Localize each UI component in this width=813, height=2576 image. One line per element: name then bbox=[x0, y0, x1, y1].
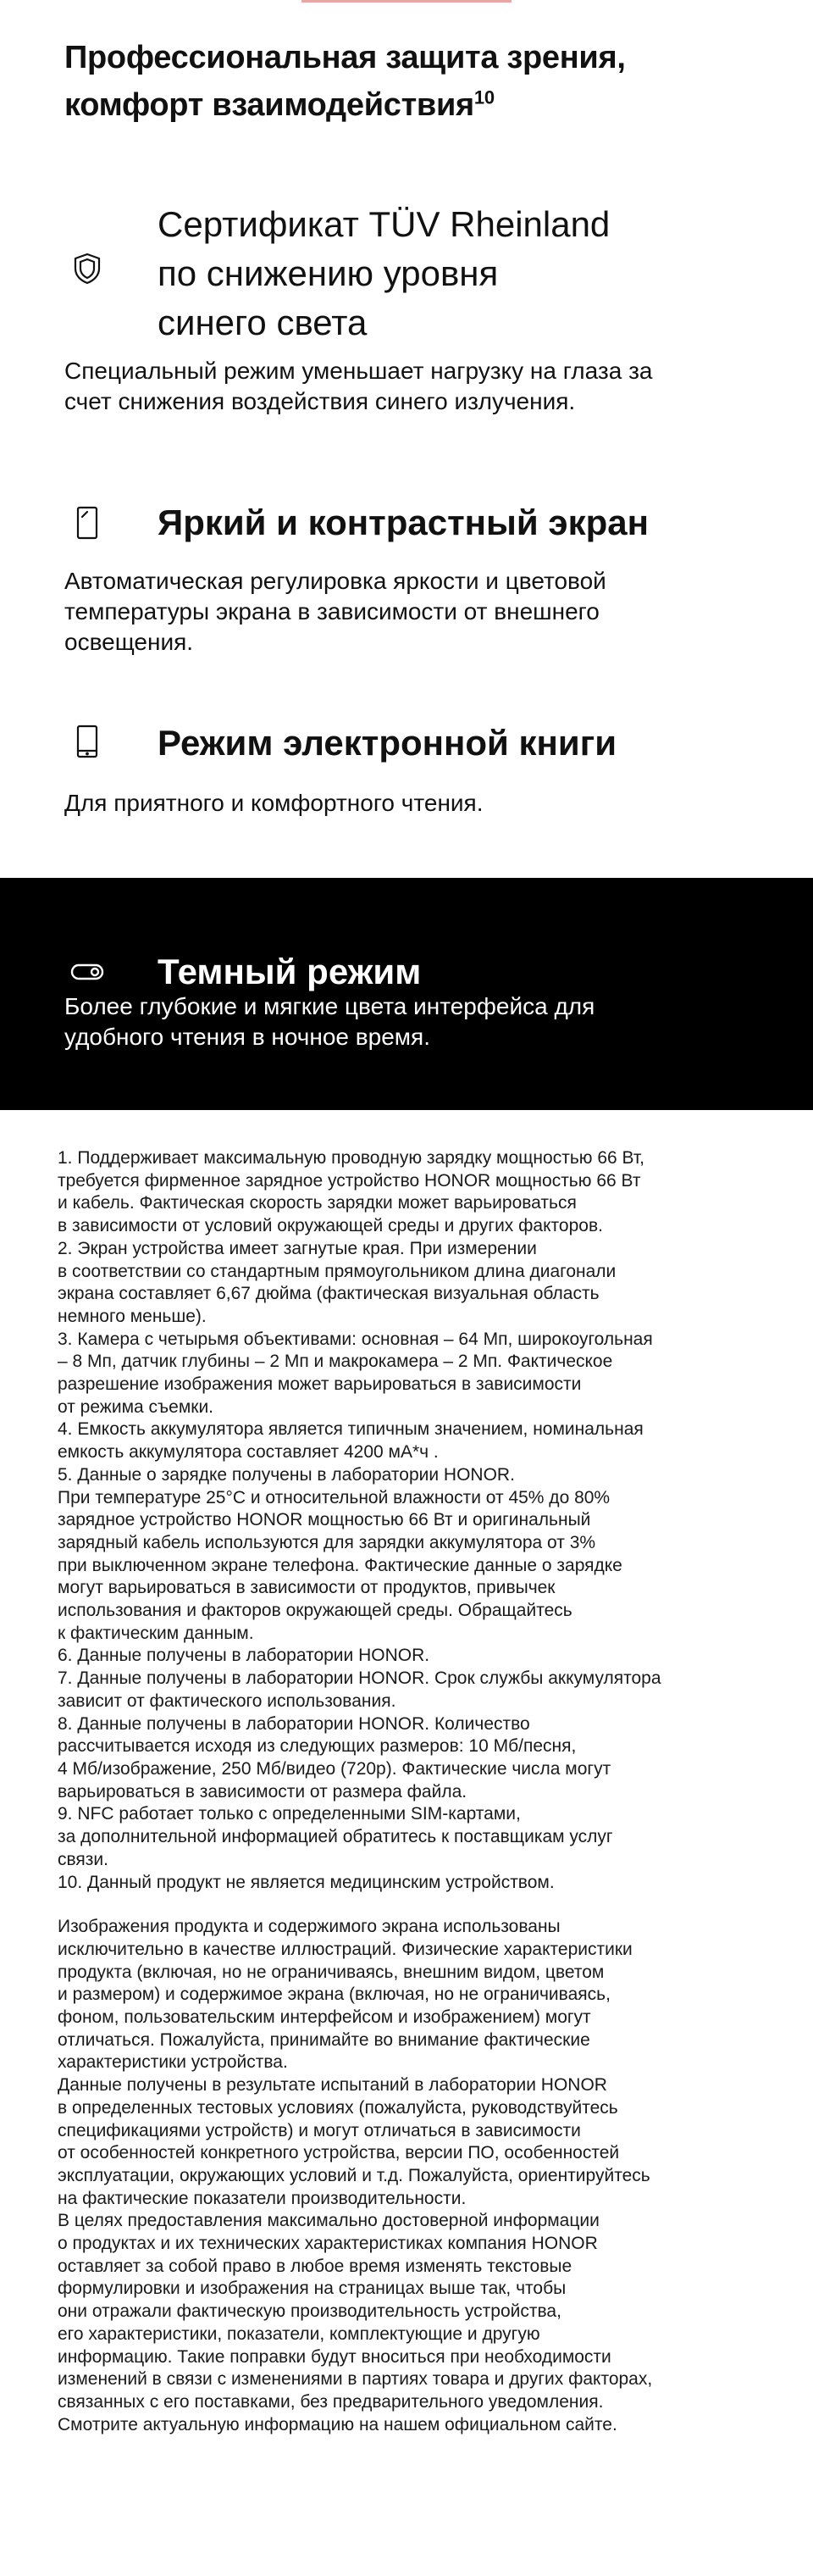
feature-desc-ebook: Для приятного и комфортного чтения. bbox=[64, 790, 484, 816]
footnote-line: 7. Данные получены в лаборатории HONOR. Срок службы аккумулятора bbox=[58, 1668, 661, 1689]
brightness-screen-icon bbox=[64, 500, 110, 546]
footnote-line: – 8 Мп, датчик глубины – 2 Мп и макрокамера – 2 Мп. Фактическое bbox=[58, 1352, 613, 1372]
footnote-line: от режима съемки. bbox=[58, 1396, 214, 1417]
disclaimer-line: изменений в связи с изменениями в партиях товара и других факторах, bbox=[58, 2369, 653, 2390]
disclaimer-line: на фактические показатели производительности. bbox=[58, 2188, 467, 2208]
disclaimer-line: спецификациями устройств) и могут отличаться в зависимости bbox=[58, 2120, 581, 2140]
disclaimer-line: фоном, пользовательским интерфейсом и изображением) могут bbox=[58, 2007, 591, 2028]
feature-desc-tuv: Специальный режим уменьшает нагрузку на глаза за счет снижения воздействия синего излучения. bbox=[64, 358, 653, 414]
shield-icon bbox=[64, 246, 110, 291]
footnote-line: требуется фирменное зарядное устройство HONOR мощностью 66 Вт bbox=[58, 1170, 641, 1191]
disclaimer-line: Изображения продукта и содержимого экрана использованы bbox=[58, 1917, 561, 1937]
toggle-icon bbox=[64, 949, 110, 995]
page-title-footnote-ref: 10 bbox=[473, 86, 495, 108]
disclaimer-line: о продуктах и их технических характеристиках компания HONOR bbox=[58, 2234, 598, 2254]
footnote-line: использования и факторов окружающей среды. Обращайтесь bbox=[58, 1601, 572, 1621]
footnote-line: и кабель. Фактическая скорость зарядки может варьироваться bbox=[58, 1193, 577, 1213]
disclaimer-line: они отражали фактическую производительность устройства, bbox=[58, 2301, 561, 2322]
feature-desc-bright-screen: Автоматическая регулировка яркости и цветовой температуры экрана в зависимости от внешнего освещения. bbox=[64, 568, 606, 655]
disclaimer-line: связанных с его поставками, без предварительного уведомления. bbox=[58, 2391, 604, 2412]
footnote-line: варьироваться в зависимости от размера файла. bbox=[58, 1781, 467, 1802]
notes-spacer bbox=[58, 1894, 769, 1916]
phone-icon bbox=[64, 719, 110, 764]
footnote-line: связи. bbox=[58, 1849, 108, 1869]
footnote-line: 3. Камера с четырьмя объективами: основная – 64 Мп, широкоугольная bbox=[58, 1329, 653, 1349]
page-title-line2: комфорт взаимодействия bbox=[64, 87, 474, 123]
disclaimer-line: характеристики устройства. bbox=[58, 2052, 288, 2073]
disclaimer-line: оставляет за собой право в любое время изменять текстовые bbox=[58, 2256, 572, 2276]
footnote-line: немного меньше). bbox=[58, 1306, 207, 1326]
disclaimer-line: его характеристики, показатели, комплектующие и другую bbox=[58, 2323, 540, 2344]
feature-title-ebook: Режим электронной книги bbox=[158, 723, 617, 763]
footnote-line: зарядное устройство HONOR мощностью 66 Вт и оригинальный bbox=[58, 1510, 591, 1530]
footnote-line: экрана составляет 6,67 дюйма (фактическая визуальная область bbox=[58, 1284, 600, 1304]
footnote-line: при выключенном экране телефона. Фактические данные о зарядке bbox=[58, 1555, 622, 1575]
disclaimer-line: исключительно в качестве иллюстраций. Физические характеристики bbox=[58, 1939, 633, 1959]
feature-title-bright-screen: Яркий и контрастный экран bbox=[158, 502, 649, 542]
footnote-line: за дополнительной информацией обратитесь к поставщикам услуг bbox=[58, 1827, 613, 1847]
disclaimer-line: продукта (включая, но не ограничиваясь, внешним видом, цветом bbox=[58, 1962, 605, 1982]
footnote-line: 4 Мб/изображение, 250 Мб/видео (720p). Фактические числа могут bbox=[58, 1758, 611, 1779]
disclaimer-line: формулировки и изображения на страницах выше так, чтобы bbox=[58, 2279, 567, 2299]
disclaimer-line: Смотрите актуальную информацию на нашем официальном сайте. bbox=[58, 2414, 617, 2434]
feature-desc-dark-mode: Более глубокие и мягкие цвета интерфейса для удобного чтения в ночное время. bbox=[64, 993, 595, 1050]
footnote-line: зарядный кабель используются для зарядки аккумулятора от 3% bbox=[58, 1532, 596, 1552]
feature-title-tuv-line2: по снижению уровня bbox=[158, 253, 499, 293]
footnote-line: 4. Емкость аккумулятора является типичным значением, номинальная bbox=[58, 1419, 644, 1440]
disclaimer-line: эксплуатации, окружающих условий и т.д. Пожалуйста, ориентируйтесь bbox=[58, 2165, 650, 2185]
footnotes-block bbox=[58, 1147, 769, 2436]
footnote-line: разрешение изображения может варьироваться в зависимости bbox=[58, 1374, 582, 1395]
disclaimer-line: информацию. Такие поправки будут вноситься при необходимости bbox=[58, 2346, 611, 2367]
footnote-line: зависит от фактического использования. bbox=[58, 1690, 396, 1711]
disclaimer-line: Данные получены в результате испытаний в лаборатории HONOR bbox=[58, 2075, 607, 2096]
disclaimer-line: от особенностей конкретного устройства, версии ПО, особенностей bbox=[58, 2143, 620, 2163]
footnote-line: При температуре 25°C и относительной влажности от 45% до 80% bbox=[58, 1487, 611, 1507]
feature-title-tuv bbox=[158, 200, 716, 347]
disclaimer-line: В целях предоставления максимально достоверной информации bbox=[58, 2211, 600, 2231]
footnote-line: могут варьироваться в зависимости от продуктов, привычек bbox=[58, 1578, 556, 1598]
footnote-line: к фактическим данным. bbox=[58, 1623, 254, 1643]
footnote-line: 1. Поддерживает максимальную проводную зарядку мощностью 66 Вт, bbox=[58, 1148, 644, 1168]
footnote-line: 9. NFC работает только с определенными SIM-картами, bbox=[58, 1804, 521, 1824]
disclaimer-line: отличаться. Пожалуйста, принимайте во внимание фактические bbox=[58, 2029, 590, 2050]
footnotes-list bbox=[58, 1147, 769, 1894]
footnote-line: рассчитывается исходя из следующих размеров: 10 Мб/песня, bbox=[58, 1736, 577, 1757]
page-title-line1: Профессиональная защита зрения, bbox=[64, 40, 626, 75]
footnote-line: 10. Данный продукт не является медицинским устройством. bbox=[58, 1872, 555, 1892]
top-accent-bar bbox=[301, 0, 512, 3]
page-title bbox=[64, 34, 759, 129]
disclaimer-text bbox=[58, 1916, 769, 2436]
feature-title-dark-mode: Темный режим bbox=[158, 952, 422, 991]
footnote-line: емкость аккумулятора составляет 4200 мА*ч . bbox=[58, 1442, 439, 1463]
footnote-line: 8. Данные получены в лаборатории HONOR. Количество bbox=[58, 1713, 530, 1734]
disclaimer-line: и размером) и содержимое экрана (включая, но не ограничиваясь, bbox=[58, 1985, 611, 2005]
footnote-line: 6. Данные получены в лаборатории HONOR. bbox=[58, 1646, 430, 1666]
footnote-line: в соответствии со стандартным прямоугольником длина диагонали bbox=[58, 1261, 617, 1281]
footnote-line: 5. Данные о зарядке получены в лаборатории HONOR. bbox=[58, 1464, 515, 1485]
feature-title-tuv-line1: Сертификат TÜV Rheinland bbox=[158, 204, 611, 244]
feature-title-tuv-line3: синего света bbox=[158, 303, 368, 342]
dark-mode-section bbox=[0, 878, 813, 1110]
footnote-line: в зависимости от условий окружающей среды и других факторов. bbox=[58, 1216, 603, 1236]
footnote-line: 2. Экран устройства имеет загнутые края. При измерении bbox=[58, 1238, 537, 1258]
disclaimer-line: в определенных тестовых условиях (пожалуйста, руководствуйтесь bbox=[58, 2097, 618, 2118]
